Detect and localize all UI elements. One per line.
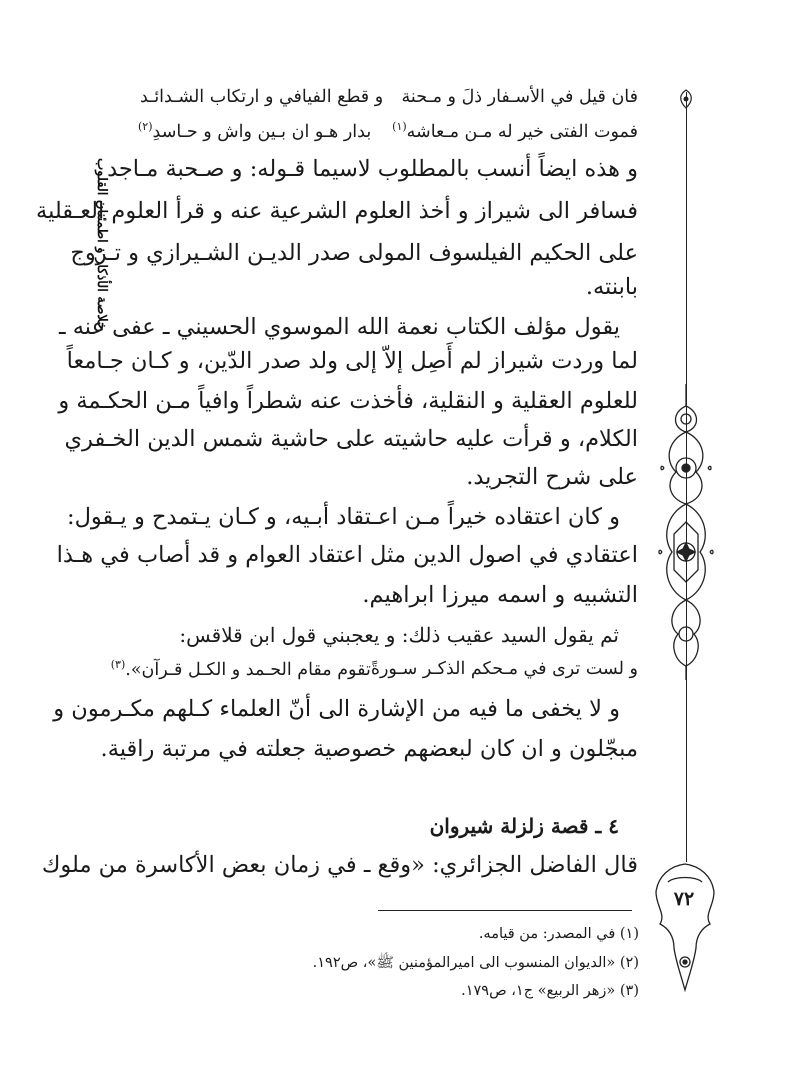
text-line: و كان اعتقاده خيراً مـن اعـتقاد أبـيه، و كـان يـتمدح و يـقول: xyxy=(67,504,620,530)
poem-hemistich: بدار هـو ان بـين واش و حـاسدِ$^{(٢)}$ xyxy=(138,120,372,142)
footnote: (١) في المصدر: من قيامه. xyxy=(478,926,639,942)
text-line: فسافر الى شيراز و أخذ العلوم الشرعية عنه و قرأ العلوم العـقلية xyxy=(36,198,638,224)
poem-line-2 xyxy=(138,116,638,146)
arabesque-margin-ornament xyxy=(658,382,714,682)
section-heading: ٤ ـ قصة زلزلة شيروان xyxy=(429,814,619,838)
poem-hemistich: تقوم مقام الحـمد و الكـل قـرآن».$^{(٣)}$ xyxy=(110,658,371,680)
running-title: خلاصة الأذكار و اطمئنان القلوب xyxy=(94,157,109,330)
poem-hemistich: و قطع الفيافي و ارتكاب الشـدائـد xyxy=(140,87,384,107)
text-line: قال الفاضل الجزائري: «وقع ـ في زمان بعض الأكاسرة من ملوك xyxy=(41,852,638,878)
footnote: (٣) «زهر الربيع» ج١، ص١٧٩. xyxy=(461,983,639,999)
poem-hemistich: و لست ترى في مـحكم الذكـر سـورةً xyxy=(370,659,638,679)
text-line: بابنته. xyxy=(585,274,638,300)
page-number-frame xyxy=(650,862,720,992)
text-line: ثم يقول السيد عقيب ذلك: و يعجبني قول ابن قلاقس: xyxy=(179,623,619,647)
text-line: مبجّلون و ان كان لبعضهم خصوصية جعلته في مرتبة راقية. xyxy=(100,736,638,762)
text-line: التشبيه و اسمه ميرزا ابراهيم. xyxy=(362,582,638,608)
text-line: لما وردت شيراز لم أَصِل إلاّ إلى ولد صدر الدّين، و كـان جـامعاً xyxy=(66,348,638,374)
poem-line-1 xyxy=(140,82,638,112)
text-line: للعلوم العقلية و النقلية، فأخذت عنه شطراً وافياً مـن الحكـمة و xyxy=(58,388,638,414)
page-number: ٧٢ xyxy=(673,888,695,910)
text-line: الكلام، و قرأت عليه حاشيته على حاشية شمس الدين الخـفري xyxy=(64,426,638,452)
text-line: و لا يخفى ما فيه من الإشارة الى أنّ العلماء كـلهم مكـرمون و xyxy=(53,696,620,722)
text-line: اعتقادي في اصول الدين مثل اعتقاد العوام و قد أصاب في هـذا xyxy=(56,542,638,568)
text-line: على الحكيم الفيلسوف المولى صدر الديـن الشـيرازي و تـزوج xyxy=(70,240,638,266)
text-line: على شرح التجريد. xyxy=(466,464,638,490)
footnote: (٢) «الديوان المنسوب الى اميرالمؤمنين ﷺ»، ص١٩٢. xyxy=(312,955,639,971)
footnote-ref: (٣) xyxy=(110,658,126,672)
text-line: و هذه ايضاً أنسب بالمطلوب لاسيما قـوله: و صـحبة مـاجد xyxy=(107,156,638,182)
poem-hemistich: فان قيل في الأسـفار ذلَ و مـحنة xyxy=(401,87,638,107)
footnote-ref: (٢) xyxy=(138,120,153,134)
quoted-verse xyxy=(110,654,638,684)
poem-hemistich: فموت الفتى خير له مـن مـعاشه$^{(١)}$ xyxy=(392,120,638,142)
footnote-separator xyxy=(378,910,632,911)
footnote-ref: (١) xyxy=(392,120,407,134)
text-line: يقول مؤلف الكتاب نعمة الله الموسوي الحسيني ـ عفى عنه ـ xyxy=(58,314,620,340)
